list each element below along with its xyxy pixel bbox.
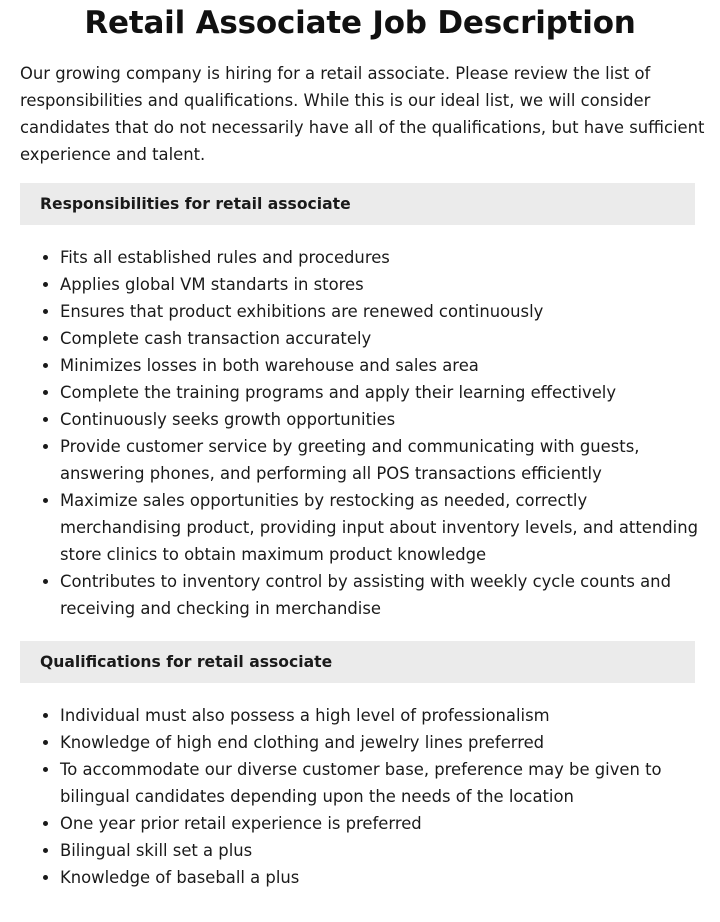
list-item: Maximize sales opportunities by restocking as needed, correctly merchandising product, providing input about inventory levels, and attending store clinics to obtain maximum product knowledge <box>60 487 700 568</box>
responsibilities-heading: Responsibilities for retail associate <box>20 183 695 225</box>
list-item: Knowledge of high end clothing and jewelry lines preferred <box>60 729 700 756</box>
list-item: Applies global VM standarts in stores <box>60 271 700 298</box>
list-item: Fits all established rules and procedures <box>60 244 700 271</box>
intro-paragraph: Our growing company is hiring for a retail associate. Please review the list of responsibilities and qualifications. While this is our ideal list, we will consider candidates that do not necessarily have all of the qualifications, but have sufficient experience and talent. <box>20 64 705 164</box>
list-item: Individual must also possess a high level of professionalism <box>60 702 700 729</box>
responsibilities-list <box>20 244 700 622</box>
list-item: Complete cash transaction accurately <box>60 325 700 352</box>
list-item: Continuously seeks growth opportunities <box>60 406 700 433</box>
list-item: To accommodate our diverse customer base, preference may be given to bilingual candidates depending upon the needs of the location <box>60 756 700 810</box>
page-title: Retail Associate Job Description <box>84 5 636 41</box>
list-item: Ensures that product exhibitions are renewed continuously <box>60 298 700 325</box>
qualifications-heading: Qualifications for retail associate <box>20 641 695 683</box>
list-item: Minimizes losses in both warehouse and sales area <box>60 352 700 379</box>
list-item: Complete the training programs and apply their learning effectively <box>60 379 700 406</box>
list-item: Knowledge of baseball a plus <box>60 864 700 891</box>
list-item: Bilingual skill set a plus <box>60 837 700 864</box>
list-item: Provide customer service by greeting and communicating with guests, answering phones, and performing all POS transactions efficiently <box>60 433 700 487</box>
qualifications-list <box>20 702 700 891</box>
list-item: Contributes to inventory control by assisting with weekly cycle counts and receiving and checking in merchandise <box>60 568 700 622</box>
list-item: One year prior retail experience is preferred <box>60 810 700 837</box>
